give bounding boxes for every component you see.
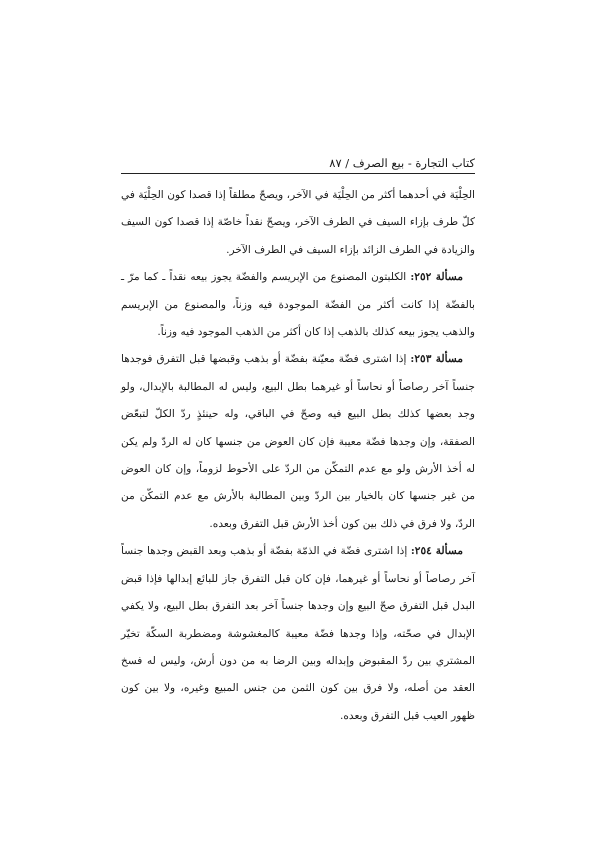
paragraph-text: الحِلْيَة في أحدهما أكثر من الحِلْيَة في الآخر، ويصحّ مطلقاً إذا قصدا كون الحِلْيَة في كلّ طرف بإزاء السيف في الطرف الآخر، ويصحّ نقداً خاصّة إذا قصدا كون السيف والزيادة في الطرف الزائد بإزاء السيف في الطرف الآخر.: [121, 189, 475, 256]
issue-254: [121, 538, 475, 730]
paragraph-text: إذا اشترى فضّة معيّنة بفضّة أو بذهب وقبضها قبل التفرق فوجدها جنساً آخر رصاصاً أو نحاساً أو غيرهما بطل البيع، وليس له المطالبة بالإبدال، ولو وجد بعضها كذلك بطل البيع فيه وصحّ في الباقي، وله حينئذٍ ردّ الكلّ لتبعّض الصفقة، وإن وجدها فضّة معيبة فإن كان العوض من جنسها كان له الردّ ولم يكن له أخذ الأرش ولو مع عدم التمكّن من الردّ على الأحوط لزوماً، وإن كان العوض من غير جنسها كان بالخيار بين الردّ وبين المطالبة بالأرش مع عدم التمكّن من الردّ، ولا فرق في ذلك بين كون أخذ الأرش قبل التفرق وبعده.: [121, 353, 475, 530]
issue-253: [121, 346, 475, 538]
issue-label: مسألة ٢٥٢:: [410, 271, 464, 284]
running-header: كتاب التجارة - بيع الصرف / ٨٧: [329, 156, 475, 170]
issue-252: [121, 264, 475, 346]
page-body: [121, 182, 475, 730]
paragraph-text: الكلبتون المصنوع من الإبريسم والفضّة يجوز بيعه نقداً ـ كما مرّ ـ بالفضّة إذا كانت أكثر من الفضّة الموجودة فيه وزناً، والمصنوع من الإبريسم والذهب يجوز بيعه كذلك بالذهب إذا كان أكثر من الذهب الموجود فيه وزناً.: [121, 271, 475, 339]
issue-label: مسألة ٢٥٣:: [410, 353, 463, 366]
paragraph-text: إذا اشترى فضّة في الذمّة بفضّة أو بذهب وبعد القبض وجدها جنساً آخر رصاصاً أو نحاساً أو غيرهما، فإن كان قبل التفرق جاز للبائع إبدالها فإذا قبض البدل قبل التفرق صحّ البيع وإن وجدها جنساً آخر بعد التفرق بطل البيع، ولا يكفي الإبدال في صحّته، وإذا وجدها فضّة معيبة كالمغشوشة ومضطربة السكّة تخيّر المشتري بين ردّ المقبوض وإبداله وبين الرضا به من دون أرش، وليس له فسخ العقد من أصله، ولا فرق بين كون الثمن من جنس المبيع وغيره، ولا بين كون ظهور العيب قبل التفرق وبعده.: [121, 545, 475, 722]
paragraph-continuation: [121, 182, 475, 264]
issue-label: مسألة ٢٥٤:: [410, 545, 464, 558]
header-divider: [121, 173, 475, 174]
